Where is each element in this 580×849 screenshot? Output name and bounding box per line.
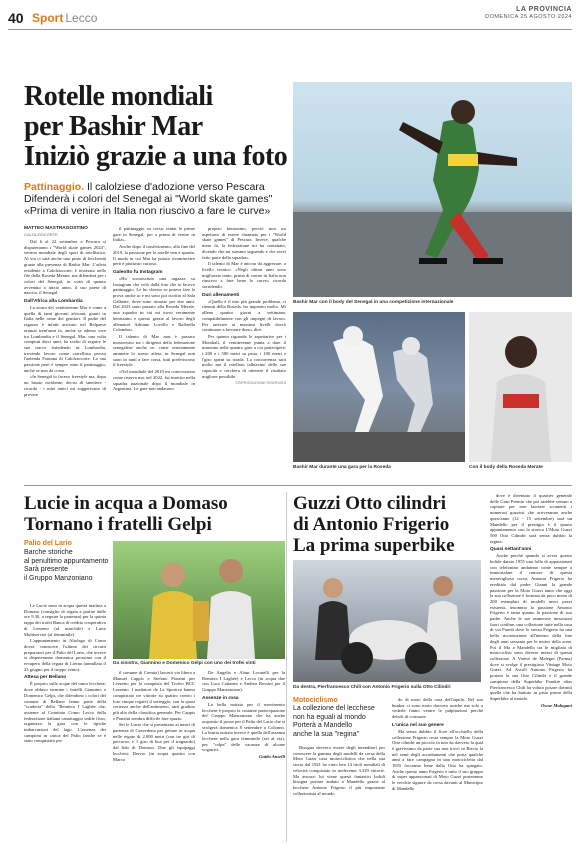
column-divider [286,492,287,842]
subheading: Galeotto fu Instagram [113,269,163,275]
page-header [8,4,572,30]
story-c-column-right: dove è diventato il quartier generale delle Gran Premio che poi sarebbe venuto a capitare per non lasciare scontenti i numerosi guzzisti che arriveranno anche quest'anno (12 - 15 settembre) sarà un Mandello per il prestigio è il quarto appuntamento con la storica L'Moto Guzzi 500 Otto Cilindri sarà senza dubbio la regina. Quasi settant'anni Anche perché quando si avvia questo bolide datato 1955 una folla di appassionati con telefonino andranno come sempre a immortalare il rumore di questa meravigliosa corsa, Antonio Frigerio ha ereditato dal padre Gianni la grande passione per la Moto Guzzi tanto che oggi la sua collezione è formata da poco meno di 200 esemplari di modelli unici pezzi esistenti, insomma la passione Antonio Frigerio è tanta quanto la passione di suo padre. Anche le sue numerose incursioni fuori confine, una collezione tutte nella casa di via Paredi dove lo stesso Frigerio ha una bella ricostruzione all'interno della fine degli anni sessanta per le motos della zona. Poi il Ma a Mandello tra le migliaia di motociclisti sono diverse mezzi di questa collezione. A Varese de Melegni (Parma) dove si svolge il prestigioso Vintage Moto Guzzi. Ad Ascoli Antonio Frigerio ha portato la sua Otto Cilindri e il grande campione della Superbike Frankie alias Pierfrancesco Chili ha voluto posare davanti quella che ha battuto in pista prima della Superbike al mondo. Oscar Malugani [490,493,572,708]
subheading: Assenze in rosa [202,695,239,701]
subheading: L'unica nel suo genere [392,722,444,728]
page-number: 40 [8,10,24,26]
story-c-column-2: do di moto della casa dell'aquila. Nel suo bunker ci sono moto davvero uniche ma solo a vederle fanno venire le palpitazioni perché deboli di cormarie. L'unica nel suo genere Ma senza dubbio il fiore all'occhiello della collezione Frigerio resta sempre la Moto Guzzi Otto cilindri un piccolo fa tuto da davvero la qual è gravissimo da parte sua non trovò in Brivio la nel semi degli accadiamenti che porta qualche anni a fare campagna in una motocicletta dal 1955 facciamo bene dalla Otto ha spiegato. Anche questo anno Frigerio e tutto il suo gruppo di super appassionati di Moto Guzzi porteranno le vecchie signore da corsa davanti al Municipio di Mandello [392,697,483,791]
story-b-subhead: Barche storiche al penultimo appuntamento Sarà presente il Gruppo Manzoniano [24,549,109,582]
main-lead-text: Il calolziese d'adozione verso Pescara Difenderà i colori del Senegal ai "World skate games" «Prima di venire in Italia non riuscivo a fare le curve» [24,181,273,217]
section-label: Sport Lecco [32,11,98,25]
story-c-column-1: Bisogna davvero essere degli intenditori per conoscere la gamma degli modelli da corsa della Moto Guzzi casa motociclistica che nella sua storia dal 1921 ha vinto ben 14 titoli mondiali di velocità conquistato in tredecenni 3.329 vittorie. Ma ancora: lui viene questi fantastici bolidi bisogna portare andato a Mandello grazie al lecchese Antonio Frigerio il più importante collezionista al mondo [293,745,385,796]
section-divider [24,485,572,486]
gelpi-brothers-photo [113,541,285,659]
story-b-headline: Lucie in acqua a Domaso Tornano i fratelli Gelpi [24,493,228,535]
guzzi-photo [293,560,481,682]
main-headline: Rotelle mondiali per Bashir Mar Iniziò grazie a una foto [24,81,288,172]
main-column-3: proprio benissimo, perciò non mi aspettavo di essere chiamato per i "World skate games" di Pescara. Invece, qualche mese fa, la federazione mi ha contattato, dicendo che mi stavano seguendo e che avrei fatto parte della squadra». Il talento di Mar è ancora da aggrezare, a livello tecnico. «Negli ultimi anni sono migliorato tanto, prima di venire in Italia non riuscivo a fare bene le curve» ricorda sorridendo. Duri allenamenti «Quello è il mio più grande problema, ci ritenuti della Roseda, ho imparato molto. Mi alleno quattro giorni a settimana, compatibilmente con gli impegni di lavoro. Per arrivare ai massimi livelli dovrò continuare a lavorare duro» dice. Per quanto riguarda le aspettative per i Mondiali, il ventitreenne punta a dare il massimo nelle quattro gare a cui parteciperà: i 200 e i 500 metri su pista, i 100 metri e l'giro sprint su strada. La concorrenza sarà molto ma il rotelloni talbiacino delle sue capacità e cerchera di ottenere il risultato migliore possibile. ©RIPRODUZIONE RISERVATA [202,226,286,385]
story-b-column-3: De Angelis e Alain Locatelli per la Remiera I Laghée) e Lecco (in acqua due con Luca Cattaneo e Andrea Rossini per il Gruppo Manzoniano). Assenze in rosa La bella notizia per il movimento lecchese è proprio la costante partecipazione del Gruppo Manzoniano che ha anche acquisito il posso per il Palio del Lario che si svolgerà domenica 8 settembre a Colonno. La brutta notizia invece è quella dell'assenza lecchese nella gara femminile (sei al via), per "colpa" delle vacanze di alcune vogatrici. Guido Anselli [202,670,285,760]
author: MATTEO MASTRAGOSTINO [24,226,88,231]
skater-photo-bottom-left [293,312,465,462]
story-c-subhead: La collezione del lecchese non ha eguali al mondo Porterà a Mandello anche la sua "regina" [293,705,375,738]
byline: Oscar Malugani [540,702,572,708]
story-c-kicker: Motociclismo [293,697,338,704]
skater-photo-top [293,82,572,297]
caption-portrait-photo: Con il body della Roseda Merate [469,465,543,470]
story-b-caption: Da sinistra, Giannino e Domenico Gelpi con uno dei trofei vinti [113,661,256,666]
subheading: Duri allenamenti [202,292,240,298]
masthead: LA PROVINCIA DOMENICA 25 AGOSTO 2024 [485,6,572,20]
copyright-note: ©RIPRODUZIONE RISERVATA [235,380,286,385]
main-column-2: il pattinaggio su corsa: tentai le prime gare in Senegal, poi a prima di venire in Italia». Anche dopo il trasferimento, alla fine del 2019, la passione per le rotelle non è sparita. Il modo in cui Mar ha potuto ricominciare però è piuttosto curioso. Galeotto fu Instagram «Ho sconosciuto una ragazza su Instagram che volò dalla foto che io facevo pattinaggio. Le ho chiesto se poteva fare la prova anche io e mi sono poi iscritto al Sala Galbiate, dove sono rimasto per due anni. Dal 2023 sono passato alla Roseda Merate, una squadra in cui mi trovo veramente benissimo e questo grazie al lavoro degli allenatori Adriano Lovello e Raffaella Colombo». Il talento di Mar non è passato inosservato tra i dirigenti della federazione senegalese anche se, come onestamente ammette lo stesso atleta, in Senegal non sono in tanti a fare corsa, tutti preferiscono il freestyle. «Nel mondiale del 2019 mi convocarono come riserva ma, nel 2022, fui inserito nella squadra nazionale dopo il mondiale in Argentina. Le gare non andarono [113,226,195,392]
skater-portrait-photo [469,312,572,462]
subheading: Dall'Africa alla Lombardia [24,299,83,305]
subheading: Quasi settant'anni [490,547,532,553]
story-c-caption: Da destra, Pierfrancesco Chili con Antonio Frigerio sulla Otto Cilindri [293,685,451,690]
story-c-headline: Guzzi Otto cilindri di Antonio Frigerio La prima superbike [293,493,455,556]
caption-bottom-left-photo: Bashir Mar durante una gara per la Roseda [293,465,391,470]
issue-date: DOMENICA 25 AGOSTO 2024 [485,14,572,20]
story-b-column-1: Le Lucie sono in acqua questa mattina a Domaso (consiglio di regata a partire dalle ore 9.30, a seguire la partenza) per la quinta tappa dei trofei Banca di credito cooperativo di Lezzeno (al maschile) e Lario Multiservizi (al femminile). L'appuntamento in Altolago di Como dovrà conoscere l'ultimo dei circuiti preparatori per il Palio del Lario, che invece si disputeranno domenica prossima con il recupero della regata di Lierna (annullata il 23 giugno per il troppo vento). Attesa per Bellano È proprio sulle acque del ramo lecchese, dove ebbero termine i fratelli Giannino e Domenico Gelpi, che difendono i colori del comune di Bellano fanno parte della "scuderia" della "Remiero I Laghée che, assieme al Comitato Como Lecco della federazione italiana canottaggio sedile fisso, organizza la gara con le tipiche imbarcazioni del lago. L'assenza dei campioni in carica del Palio (anche se è stato conquistato per [24,603,106,744]
main-lead [24,181,294,217]
main-column-1: MATTEO MASTRAGOSTINO CALOLZIOCORTE Dal 6 al 22 settembre a Pescara si disputeranno i "World skate games 2024", vetrina mondiale degli sport di rotellistica. Al via ci sarà anche uno pinio di lecchesità grazie alla presenza di Bashir Mar. L'atleta residente a Calolziocorte, è tesserato nelle file della Roseda Merate, ma difenderà per i colori del Senegal, in virtù di quanto avvenuto a inizio anno, il suo paese di nascita, il Senegal. Dall'Africa alla Lombardia La storia del ventitreenne Mar è come a quella di tanti giovani africani, giunti in Italia nelle orme dei genitori. Il padre del ragazzo è infatti arrivato nel Belpaese oramai trent'anni fa, anche se adesso vive tra Lombardia e il Senegal. Mar, una volta compiuti dieci anni, ha scelto di seguire le sue tracce risiedendo in Lombardia, trovando lavoro come carrellista presso l'azienda Fontana di Calolziocorte. La sua passione però è sempre stato il pattinaggio, anche se non da corsa. «In Senegal io facevo freestyle ma, dopo un brutto incidente, decisi di smettere - ricorda - i miei amici mi suggerivano di provare [24,226,106,397]
byline: Guido Anselli [259,754,285,760]
main-kicker: Pattinaggio. [24,181,85,193]
dateline: CALOLZIOCORTE [24,232,58,237]
caption-top-photo: Bashir Mar con il body del Senegal in una competizione internazionale [293,300,454,305]
story-b-column-2: il comune di Cremia) lascerà via libera a Manuel Cappis e Stefano Ponzini per Lezzeno per la conquista del Trofeo BCC Lezzeno. I mattatori de La Sportiva hanno conquistato tre vittorie su quattro contro i loro cinque regate) il sorteggio, con la quasi certezza anche dell'antimeteo, sarà gradino più alto della classifica generale. Per Cappis e Ponzini sembra difficile fare spazio. Sei le Lucie che si presentano ai nastri di partenza di Gravedona per gettare in acqua nelle regate di 2.000 metri (con tre giri di percorso, e 1 giro di boa per il traguardo) dal lido di Domaso. Due gli equipaggi lecchesi: Dervio (in acqua quattro con Marco [113,670,195,762]
story-b-kicker: Palio del Lario [24,540,72,547]
subheading: Attesa per Bellano [24,675,67,681]
